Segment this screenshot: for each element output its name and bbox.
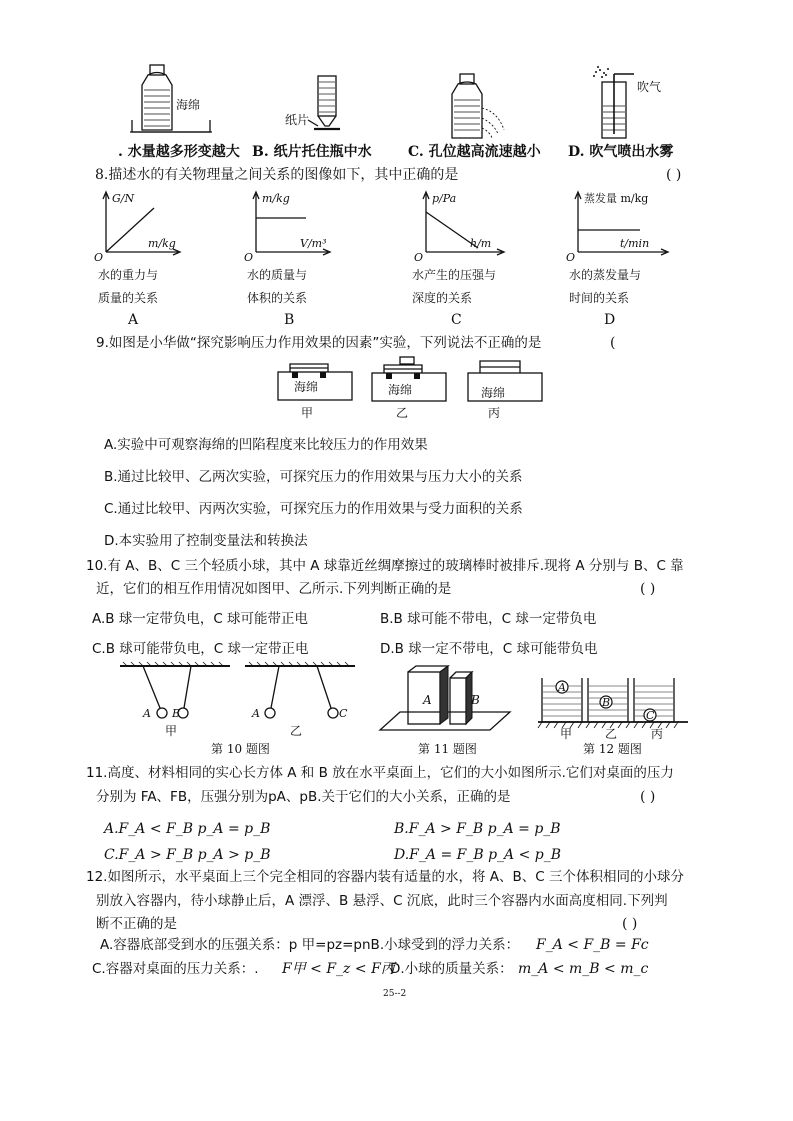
q7-caption-a: . 水量越多形变越大 <box>118 144 240 160</box>
q12-stem-line3: 断不正确的是 <box>96 916 177 932</box>
q8-c-desc2: 深度的关系 <box>412 291 473 305</box>
q11-option-a: A.F_A < F_B p_A = p_B <box>104 821 271 837</box>
q9-sponge-bing: 海绵 <box>481 386 506 400</box>
q12-option-c-formula: F甲 < F_z < F丙 <box>282 961 395 977</box>
q8-bracket: ( ) <box>666 167 682 183</box>
q9-label-jia: 甲 <box>301 406 314 420</box>
q10-label-b: B <box>172 707 181 720</box>
q10-option-a: A.B 球一定带负电，C 球可能带正电 <box>92 611 309 627</box>
q8-a-desc1: 水的重力与 <box>98 268 159 282</box>
q12-option-d: D.小球的质量关系： <box>390 961 513 977</box>
q11-option-c: C.F_A > F_B p_A > p_B <box>104 847 271 863</box>
q12-stem-line2: 别放入容器内，待小球静止后，A 漂浮、B 悬浮、C 沉底，此时三个容器内水面高度相同.下列判 <box>96 893 668 909</box>
q7-caption-c: C. 孔位越高流速越小 <box>408 144 541 160</box>
q10-figure-caption: 第 10 题图 <box>211 742 270 756</box>
q8-a-letter: A <box>128 312 139 328</box>
q10-bracket: ( ) <box>640 581 656 597</box>
q12-bracket: ( ) <box>622 916 638 932</box>
q8-stem: 8.描述水的有关物理量之间关系的图像如下，其中正确的是 <box>95 167 459 183</box>
q10-option-c: C.B 球可能带负电，C 球一定带正电 <box>92 641 309 657</box>
q12-label-c: C <box>646 709 655 722</box>
q8-a-origin: O <box>94 251 104 264</box>
sponge-label-a: 海绵 <box>176 98 201 112</box>
page-number: 25--2 <box>383 989 407 999</box>
q8-d-origin: O <box>566 251 576 264</box>
q9-option-d: D.本实验用了控制变量法和转换法 <box>104 533 308 549</box>
q8-c-ylabel: p/Pa <box>432 192 457 205</box>
q8-d-letter: D <box>604 312 616 328</box>
q11-bracket: ( ) <box>640 789 656 805</box>
q12-label-jia: 甲 <box>560 727 573 741</box>
q10-label-yi: 乙 <box>290 724 303 738</box>
q10-figure <box>105 660 365 740</box>
q12-stem-line1: 12.如图所示，水平桌面上三个完全相同的容器内装有适量的水，将 A、B、C 三个体积相同的小球分 <box>86 869 684 885</box>
q9-sponge-yi: 海绵 <box>388 383 413 397</box>
q8-b-letter: B <box>284 312 295 328</box>
q12-label-a: A <box>558 681 566 694</box>
q12-label-yi: 乙 <box>605 727 618 741</box>
q12-option-a: A.容器底部受到水的压强关系：p 甲=pz=pnB.小球受到的浮力关系： <box>100 937 520 953</box>
q11-stem-line1: 11.高度、材料相同的实心长方体 A 和 B 放在水平桌面上，它们的大小如图所示.它们对桌面的压力 <box>86 765 674 781</box>
q7-figure-b <box>290 60 390 140</box>
q8-b-desc1: 水的质量与 <box>247 268 308 282</box>
q9-stem: 9.如图是小华做“探究影响压力作用效果的因素”实验，下列说法不正确的是 <box>96 335 542 351</box>
q9-figure-bing <box>466 355 546 403</box>
q8-d-xlabel: t/min <box>620 237 650 250</box>
blow-label: 吹气 <box>637 80 662 94</box>
q10-stem-line2: 近，它们的相互作用情况如图甲、乙所示.下列判断正确的是 <box>96 581 452 597</box>
q12-label-bing: 丙 <box>651 727 664 741</box>
q11-figure <box>378 660 518 740</box>
q8-a-xlabel: m/kg <box>148 237 176 250</box>
q9-bracket: ( <box>610 335 616 351</box>
q12-option-c: C.容器对桌面的压力关系：. <box>92 961 259 977</box>
q10-label-c: C <box>339 707 348 720</box>
q8-d-desc1: 水的蒸发量与 <box>569 268 642 282</box>
q12-figure-caption: 第 12 题图 <box>583 742 642 756</box>
q11-option-b: B.F_A > F_B p_A = p_B <box>394 821 561 837</box>
q8-a-ylabel: G/N <box>112 192 135 205</box>
q8-d-ylabel: 蒸发量 m/kg <box>584 192 649 205</box>
q7-figure-d <box>580 60 680 150</box>
q8-b-desc2: 体积的关系 <box>247 291 308 305</box>
q8-b-origin: O <box>244 251 254 264</box>
q8-b-ylabel: m/kg <box>262 192 290 205</box>
q8-d-desc2: 时间的关系 <box>569 291 630 305</box>
q10-option-d: D.B 球一定不带电，C 球可能带负电 <box>380 641 598 657</box>
q11-stem-line2: 分别为 FA、FB，压强分别为pA、pB.关于它们的大小关系，正确的是 <box>96 789 511 805</box>
q8-c-desc1: 水产生的压强与 <box>412 268 497 282</box>
q9-option-c: C.通过比较甲、丙两次实验，可探究压力的作用效果与受力面积的关系 <box>104 501 523 517</box>
q11-label-b: B <box>471 693 480 707</box>
paper-label: 纸片 <box>285 113 310 127</box>
q7-figure-c <box>440 60 540 150</box>
q9-sponge-jia: 海绵 <box>294 380 319 394</box>
q9-option-a: A.实验中可观察海绵的凹陷程度来比较压力的作用效果 <box>104 437 428 453</box>
q10-label-a1: A <box>143 707 151 720</box>
q8-c-origin: O <box>414 251 424 264</box>
q7-caption-b: B. 纸片托住瓶中水 <box>252 144 372 160</box>
q11-figure-caption: 第 11 题图 <box>418 742 477 756</box>
q8-b-xlabel: V/m³ <box>300 237 327 250</box>
q12-option-a-formula: F_A < F_B = Fc <box>536 937 649 953</box>
q11-option-d: D.F_A = F_B p_A < p_B <box>394 847 562 863</box>
q12-option-d-formula: m_A < m_B < m_c <box>518 961 649 977</box>
q9-label-yi: 乙 <box>396 406 409 420</box>
q9-label-bing: 丙 <box>488 406 501 420</box>
q10-label-a2: A <box>252 707 260 720</box>
q10-option-b: B.B 球可能不带电，C 球一定带负电 <box>380 611 597 627</box>
q8-c-xlabel: h/m <box>470 237 492 250</box>
q10-stem-line1: 10.有 A、B、C 三个轻质小球，其中 A 球靠近丝绸摩擦过的玻璃棒时被排斥.现将 A 分别与 B、C 靠 <box>86 558 684 574</box>
q7-caption-d: D. 吹气喷出水雾 <box>568 144 674 160</box>
q11-label-a: A <box>423 693 432 707</box>
q8-a-desc2: 质量的关系 <box>98 291 159 305</box>
q8-c-letter: C <box>451 312 462 328</box>
q10-label-jia: 甲 <box>165 724 178 738</box>
q12-label-b: B <box>602 696 611 709</box>
q9-option-b: B.通过比较甲、乙两次实验，可探究压力的作用效果与压力大小的关系 <box>104 469 523 485</box>
